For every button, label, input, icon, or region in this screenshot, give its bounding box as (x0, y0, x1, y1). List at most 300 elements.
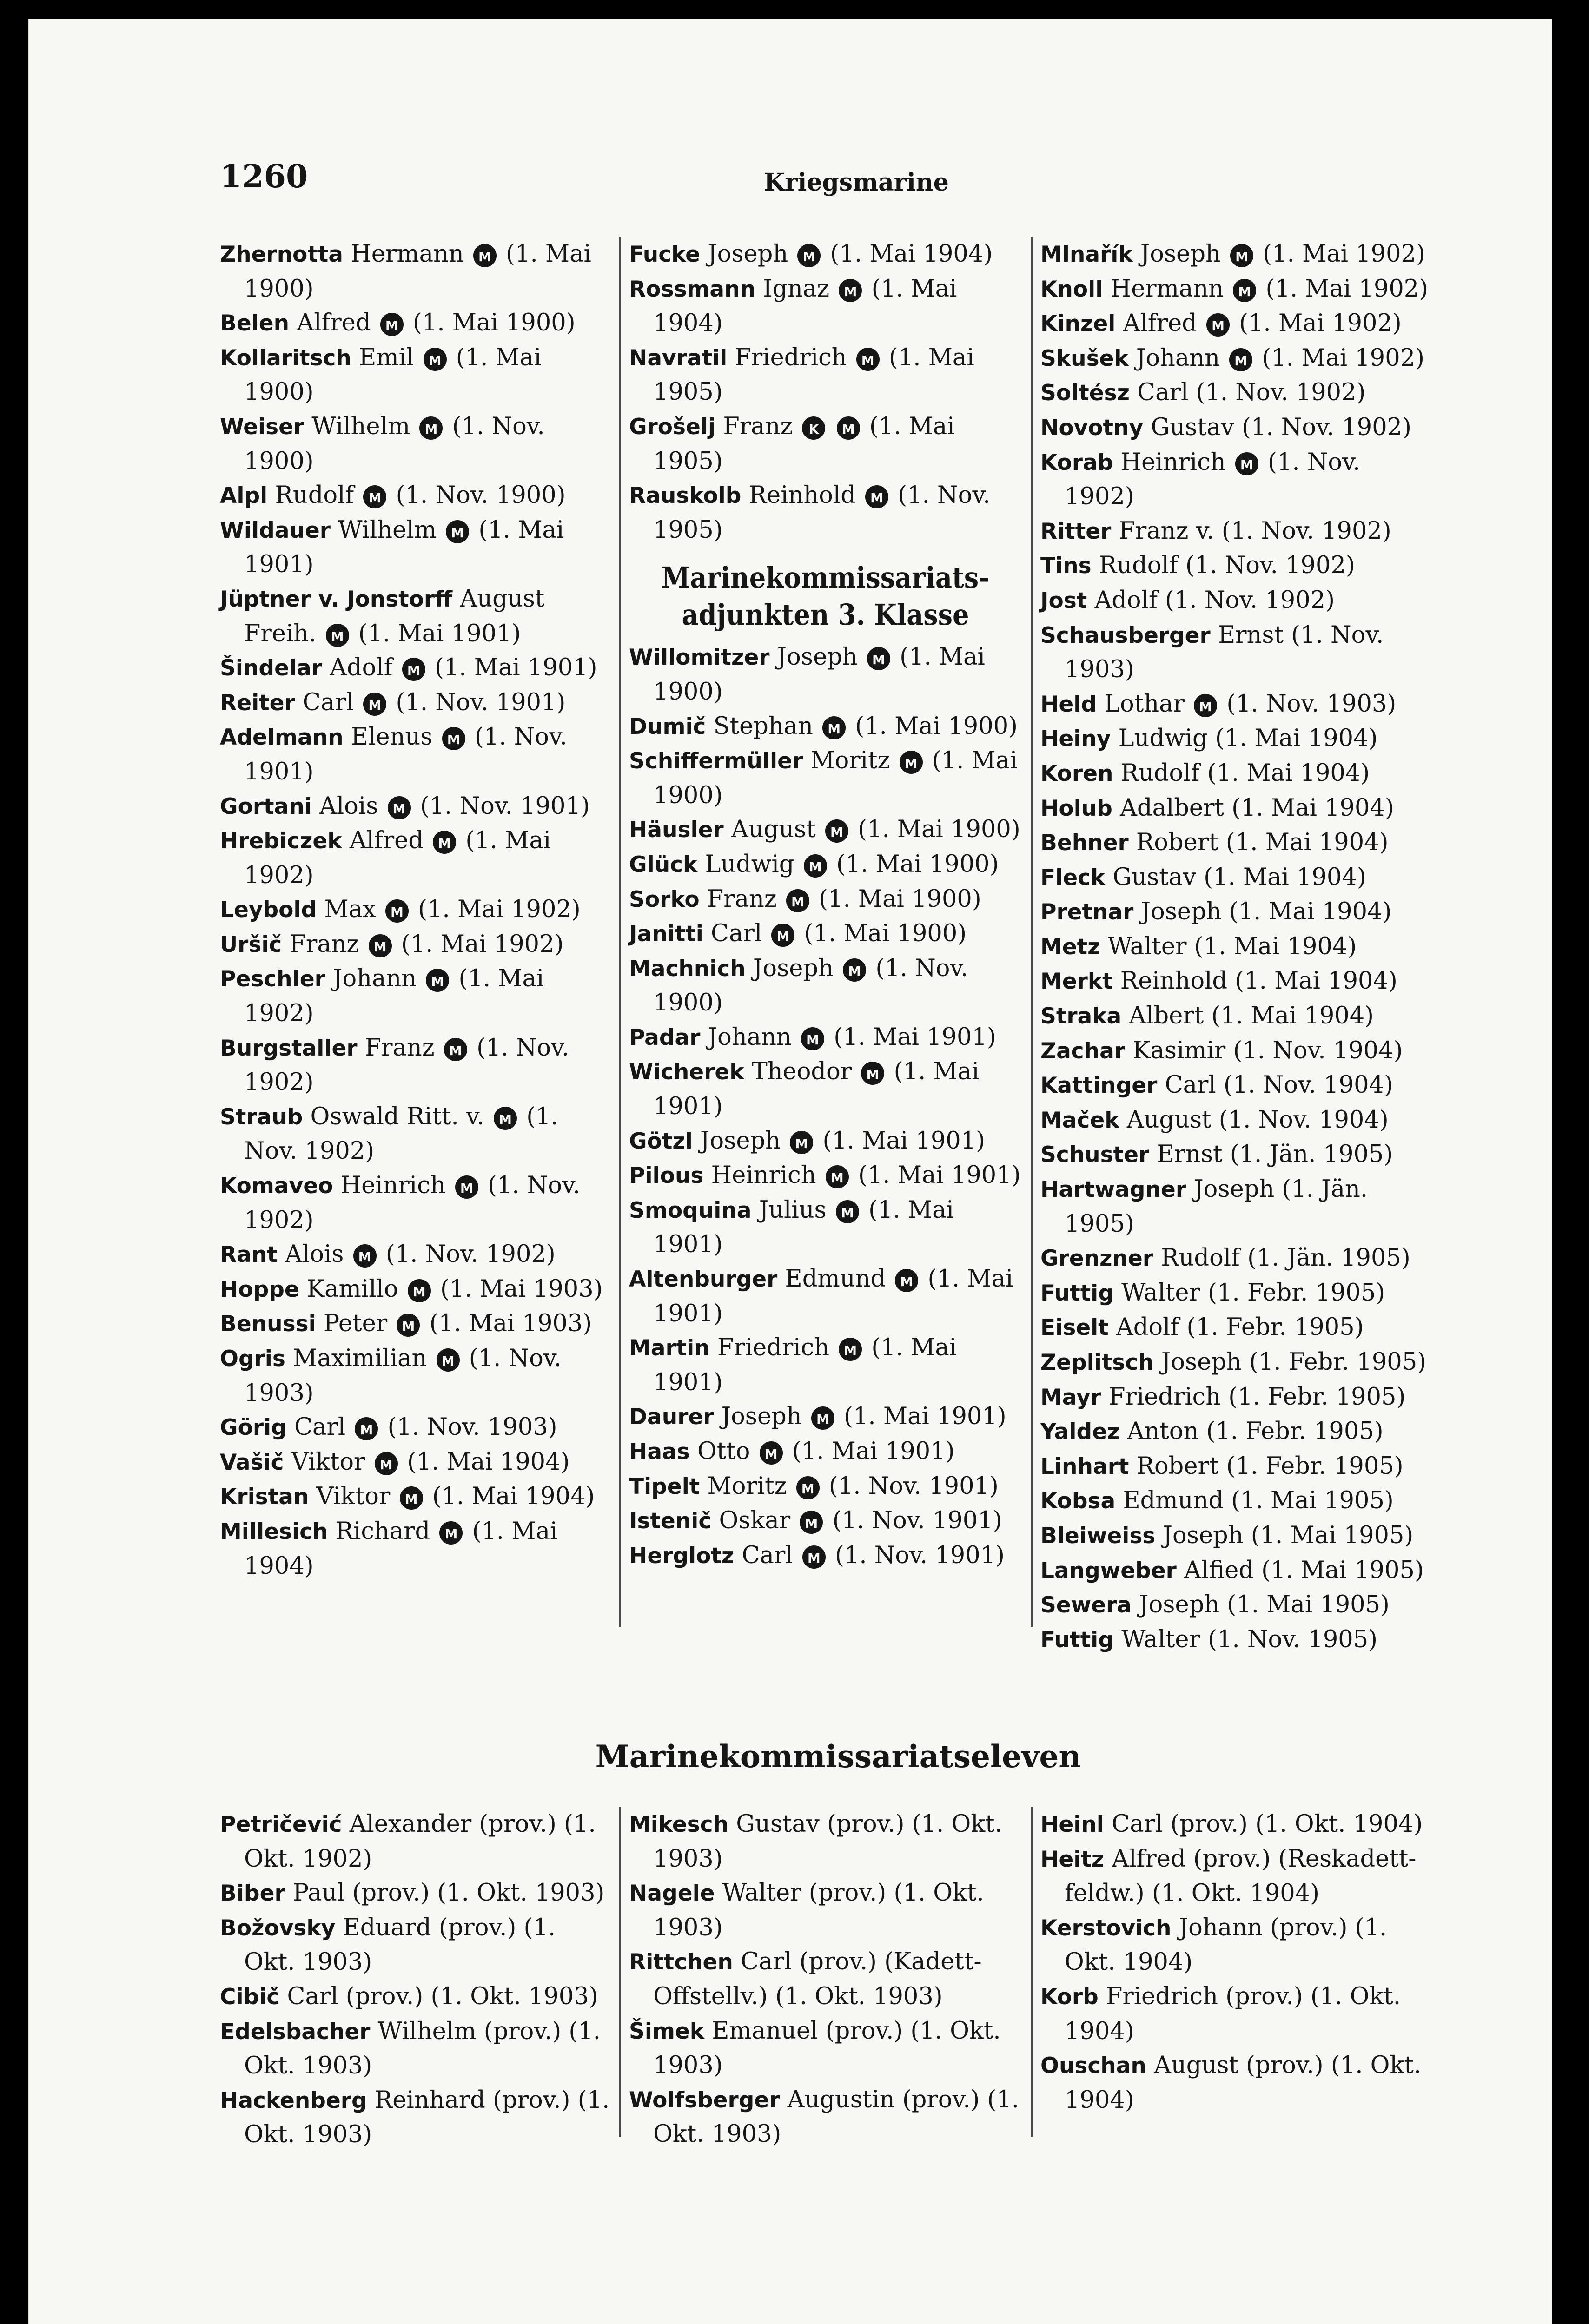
military-merit-icon: M (796, 1476, 820, 1499)
entry-details: August Freih. M (1. Mai 1901) (244, 585, 545, 647)
entry-details: Oswald Ritt. v. M (1. Nov. 1902) (244, 1103, 558, 1165)
entry-details: Carl (prov.) (1. Okt. 1904) (1112, 1810, 1423, 1838)
list-item (1040, 1034, 1433, 1069)
person-surname: Heitz (1040, 1846, 1105, 1872)
person-surname: Peschler (220, 966, 325, 992)
entry-details: Friedrich (prov.) (1. Okt. 1904) (1065, 1982, 1401, 2045)
entry-details: Walter (1. Nov. 1905) (1121, 1625, 1378, 1653)
entry-details: Joseph (1. Mai 1904) (1141, 898, 1392, 926)
list-item (220, 1445, 613, 1480)
person-surname: Fucke (629, 242, 700, 267)
list-item (629, 272, 1022, 341)
person-surname: Machnich (629, 956, 746, 982)
entry-details: Ernst (1. Jän. 1905) (1157, 1141, 1393, 1169)
person-surname: Sewera (1040, 1592, 1132, 1618)
list-item (629, 1124, 1022, 1159)
list-item (1040, 964, 1433, 999)
person-surname: Janitti (629, 921, 703, 947)
list-item (629, 1945, 1022, 2014)
list-item (629, 1469, 1022, 1504)
entry-details: Carl (prov.) (Kadett-Offstellv.) (1. Okt. 1903) (653, 1948, 982, 2010)
person-surname: Sorko (629, 886, 700, 912)
list-item (1040, 583, 1433, 618)
list-item (1040, 930, 1433, 964)
list-item (220, 1307, 613, 1341)
person-surname: Behner (1040, 830, 1129, 856)
list-item (220, 513, 613, 582)
entry-details: Anton (1. Febr. 1905) (1127, 1418, 1384, 1446)
military-merit-icon: M (760, 1441, 783, 1465)
list-item (629, 341, 1022, 409)
list-item (1040, 1484, 1433, 1519)
entry-details: Joseph M (1. Mai 1900) (653, 643, 985, 706)
person-surname: Šindelar (220, 655, 322, 681)
military-merit-icon: M (837, 416, 860, 440)
list-item (1040, 687, 1433, 722)
list-item (220, 892, 613, 927)
person-surname: Rossmann (629, 276, 756, 302)
column-2 (629, 1807, 1022, 2152)
list-item (629, 709, 1022, 744)
person-surname: Burgstaller (220, 1035, 358, 1061)
list-item (1040, 1345, 1433, 1380)
column-1 (220, 1807, 613, 2152)
list-item (220, 409, 613, 478)
entry-details: Friedrich M (1. Mai 1901) (653, 1334, 957, 1396)
person-surname: Božovsky (220, 1915, 336, 1941)
military-merit-icon: M (867, 647, 890, 670)
person-surname: Istenič (629, 1508, 712, 1534)
entry-details: Joseph M (1. Nov. 1900) (653, 954, 968, 1017)
entry-details: Alois M (1. Nov. 1901) (319, 792, 590, 820)
person-surname: Grošelj (629, 414, 716, 440)
list-item (1040, 1380, 1433, 1415)
entry-details: Hermann M (1. Mai 1902) (1110, 275, 1429, 303)
person-surname: Kollaritsch (220, 345, 351, 371)
entry-details: Rudolf M (1. Nov. 1900) (275, 482, 566, 509)
list-item (1040, 376, 1433, 410)
person-surname: Koren (1040, 760, 1113, 786)
list-item (1040, 1623, 1433, 1657)
person-surname: Maček (1040, 1107, 1119, 1133)
person-surname: Götzl (629, 1128, 693, 1154)
list-item (1040, 1807, 1433, 1842)
person-surname: Pilous (629, 1163, 704, 1189)
cross-decoration-icon: K (802, 416, 825, 440)
list-item (220, 582, 613, 651)
column-rule (1031, 237, 1033, 1627)
entry-details: Ignaz M (1. Mai 1904) (653, 275, 957, 337)
top-columns (220, 237, 1457, 1653)
person-surname: Skušek (1040, 345, 1129, 371)
person-surname: Willomitzer (629, 645, 770, 671)
person-surname: Häusler (629, 817, 724, 843)
entry-details: Oskar M (1. Nov. 1901) (719, 1507, 1002, 1535)
list-item (1040, 999, 1433, 1034)
entry-details: Joseph M (1. Mai 1904) (708, 240, 993, 268)
entry-details: Adolf M (1. Mai 1901) (330, 654, 597, 682)
page (28, 19, 1552, 2324)
running-title: Kriegsmarine (764, 168, 949, 197)
military-merit-icon: M (804, 854, 827, 878)
entry-details: Carl M (1. Nov. 1901) (742, 1541, 1005, 1569)
entry-details: Carl M (1. Nov. 1903) (294, 1413, 557, 1441)
list-item (220, 962, 613, 1030)
list-item (629, 1504, 1022, 1538)
list-item (1040, 1241, 1433, 1276)
entry-details: Franz M (1. Mai 1900) (707, 885, 981, 913)
list-item (629, 2014, 1022, 2083)
list-item (220, 1514, 613, 1583)
person-surname: Smoquina (629, 1197, 752, 1223)
entry-details: Gustav (1. Nov. 1902) (1151, 413, 1411, 441)
list-item (629, 812, 1022, 847)
entry-details: Alois M (1. Nov. 1902) (285, 1241, 556, 1268)
person-surname: Edelsbacher (220, 2019, 371, 2045)
military-merit-icon: M (900, 751, 923, 774)
list-item (220, 237, 613, 306)
entry-details: Ludwig M (1. Mai 1900) (705, 850, 999, 878)
list-item (1040, 410, 1433, 445)
person-surname: Herglotz (629, 1543, 735, 1569)
person-surname: Vašič (220, 1449, 284, 1475)
person-surname: Wildauer (220, 517, 331, 543)
military-merit-icon: M (400, 1486, 423, 1510)
military-merit-icon: M (1233, 279, 1256, 302)
entry-details: Joseph (1. Febr. 1905) (1161, 1348, 1427, 1376)
military-merit-icon: M (494, 1107, 517, 1130)
list-item (629, 1262, 1022, 1331)
list-item (1040, 756, 1433, 791)
military-merit-icon: M (375, 1452, 398, 1475)
list-item (629, 237, 1022, 272)
entry-details: Walter (1. Febr. 1905) (1121, 1279, 1385, 1307)
military-merit-icon: M (786, 889, 809, 912)
person-surname: Pretnar (1040, 899, 1134, 925)
person-surname: Martin (629, 1335, 710, 1361)
military-merit-icon: M (439, 1521, 463, 1545)
person-surname: Rauskolb (629, 483, 742, 509)
entry-details: Heinrich M (1. Mai 1901) (711, 1162, 1021, 1189)
military-merit-icon: M (1194, 694, 1217, 717)
entry-details: Carl M (1. Mai 1900) (711, 920, 967, 948)
list-item (629, 1055, 1022, 1123)
military-merit-icon: M (446, 520, 469, 543)
list-item (629, 951, 1022, 1020)
entry-details: Reinhold M (1. Nov. 1905) (653, 482, 991, 544)
person-surname: Padar (629, 1024, 701, 1050)
entry-details: Maximilian M (1. Nov. 1903) (244, 1345, 562, 1407)
entry-details: Carl (1. Nov. 1904) (1165, 1071, 1393, 1099)
entry-details: Gustav (prov.) (1. Okt. 1903) (653, 1810, 1002, 1873)
person-surname: Komaveo (220, 1173, 333, 1199)
column-3 (1040, 1807, 1433, 2117)
person-surname: Grenzner (1040, 1246, 1153, 1272)
person-surname: Schausberger (1040, 622, 1211, 648)
military-merit-icon: M (861, 1062, 884, 1085)
entry-details: Alexander (prov.) (1. Okt. 1902) (244, 1810, 596, 1873)
person-surname: Kristan (220, 1484, 309, 1510)
list-item (220, 1169, 613, 1237)
entry-details: Theodor M (1. Mai 1901) (653, 1058, 980, 1121)
entry-details: Rudolf (1. Nov. 1902) (1099, 552, 1355, 580)
person-surname: Heiny (1040, 726, 1111, 752)
list-item (629, 1331, 1022, 1400)
column-1 (220, 237, 613, 1583)
entry-details: Alfred M (1. Mai 1902) (244, 827, 551, 889)
military-merit-icon: M (895, 1269, 918, 1292)
person-surname: Millesich (220, 1519, 328, 1545)
column-rule (619, 1807, 621, 2137)
entry-details: Walter (1. Mai 1904) (1107, 932, 1357, 960)
person-surname: Hrebiczek (220, 828, 342, 854)
list-item (1040, 1103, 1433, 1138)
list-item (220, 651, 613, 686)
person-surname: Hoppe (220, 1276, 299, 1302)
entry-details: Augustin (prov.) (1. Okt. 1903) (653, 2086, 1020, 2148)
person-surname: Held (1040, 691, 1097, 717)
entry-details: Alfied (1. Mai 1905) (1184, 1556, 1424, 1584)
list-item (1040, 825, 1433, 860)
list-item (629, 1807, 1022, 1876)
list-item (629, 1400, 1022, 1434)
military-merit-icon: M (388, 796, 411, 819)
entry-details: Johann (prov.) (1. Okt. 1904) (1065, 1914, 1387, 1976)
person-surname: Zachar (1040, 1038, 1126, 1064)
list-item (1040, 1137, 1433, 1172)
military-merit-icon: M (353, 1244, 377, 1268)
person-surname: Ritter (1040, 518, 1112, 544)
military-merit-icon: M (839, 1338, 862, 1361)
person-surname: Šimek (629, 2018, 705, 2044)
list-item (1040, 237, 1433, 272)
entry-details: Johann M (1. Mai 1902) (1136, 344, 1425, 372)
military-merit-icon: M (825, 819, 848, 843)
person-surname: Zeplitsch (1040, 1350, 1154, 1375)
person-surname: Straka (1040, 1004, 1122, 1030)
person-surname: Wolfsberger (629, 2087, 780, 2113)
entry-details: Joseph (1. Jän. 1905) (1065, 1175, 1368, 1238)
person-surname: Dumič (629, 713, 706, 739)
entry-details: Gustav (1. Mai 1904) (1112, 863, 1366, 891)
military-merit-icon: M (1206, 313, 1230, 337)
entry-details: Joseph M (1. Mai 1902) (1140, 240, 1425, 268)
list-item (1040, 1172, 1433, 1241)
military-merit-icon: M (385, 899, 409, 923)
list-item (1040, 1553, 1433, 1588)
entry-details: August M (1. Mai 1900) (731, 816, 1020, 844)
column-3 (1040, 237, 1433, 1657)
military-merit-icon: M (843, 958, 866, 982)
military-merit-icon: M (419, 416, 443, 440)
military-merit-icon: M (839, 279, 862, 302)
entry-details: Peter M (1. Mai 1903) (323, 1310, 592, 1338)
person-surname: Belen (220, 310, 290, 337)
list-item (220, 1980, 613, 2014)
entry-details: Franz v. (1. Nov. 1902) (1119, 517, 1391, 545)
list-item (220, 306, 613, 341)
entry-details: Ernst (1. Nov. 1903) (1065, 621, 1384, 684)
person-surname: Kerstovich (1040, 1915, 1172, 1941)
person-surname: Benussi (220, 1311, 316, 1337)
entry-details: Joseph M (1. Mai 1901) (721, 1403, 1006, 1431)
person-surname: Altenburger (629, 1267, 778, 1293)
military-merit-icon: M (433, 831, 456, 854)
person-surname: Tins (1040, 553, 1092, 579)
person-surname: Tipelt (629, 1473, 700, 1499)
person-surname: Cibič (220, 1984, 280, 2010)
person-surname: Futtig (1040, 1627, 1114, 1653)
list-item (220, 720, 613, 789)
list-item (629, 1158, 1022, 1193)
column-section-heading: Marinekommissariats-adjunkten 3. Klasse (661, 561, 990, 632)
person-surname: Holub (1040, 795, 1112, 821)
list-item (629, 409, 1022, 478)
entry-details: Viktor M (1. Mai 1904) (316, 1483, 595, 1511)
entry-details: Ludwig (1. Mai 1904) (1118, 725, 1378, 753)
person-surname: Bleiweiss (1040, 1523, 1156, 1549)
entry-details: Stephan M (1. Mai 1900) (713, 712, 1018, 740)
list-item (220, 1807, 613, 1876)
list-item (1040, 1068, 1433, 1103)
entry-details: Friedrich (1. Febr. 1905) (1109, 1383, 1406, 1411)
entry-details: August (1. Nov. 1904) (1126, 1106, 1389, 1134)
list-item (1040, 1449, 1433, 1484)
entry-details: Reinhard (prov.) (1. Okt. 1903) (244, 2086, 610, 2149)
list-item (629, 744, 1022, 812)
list-item (1040, 1911, 1433, 1980)
entry-details: Alfred M (1. Mai 1902) (1123, 310, 1402, 337)
person-surname: Schuster (1040, 1142, 1150, 1168)
person-surname: Leybold (220, 897, 317, 923)
list-item (220, 1237, 613, 1272)
person-surname: Glück (629, 852, 698, 878)
person-surname: Linhart (1040, 1453, 1129, 1479)
list-item (220, 2083, 613, 2152)
list-item (1040, 791, 1433, 826)
military-merit-icon: M (1229, 348, 1252, 371)
person-surname: Biber (220, 1881, 285, 1907)
person-surname: Straub (220, 1104, 303, 1130)
list-item (220, 2014, 613, 2083)
person-surname: Kobsa (1040, 1488, 1116, 1514)
military-merit-icon: M (355, 1417, 378, 1440)
military-merit-icon: M (426, 969, 449, 992)
entry-details: Alfred (prov.) (Reskadett-feldw.) (1. Okt. 1904) (1065, 1845, 1417, 1908)
person-surname: Hartwagner (1040, 1177, 1186, 1203)
person-surname: Langweber (1040, 1558, 1177, 1584)
person-surname: Gortani (220, 793, 312, 819)
entry-details: Franz M (1. Mai 1902) (289, 930, 564, 958)
list-item (1040, 445, 1433, 514)
list-item (220, 478, 613, 513)
military-merit-icon: M (363, 485, 386, 508)
entry-details: Joseph (1. Mai 1905) (1163, 1521, 1414, 1549)
person-surname: Kinzel (1040, 311, 1116, 337)
list-item (220, 1911, 613, 1980)
person-surname: Navratil (629, 345, 728, 371)
list-item (1040, 721, 1433, 756)
entry-details: Lothar M (1. Nov. 1903) (1104, 690, 1397, 718)
entry-details: Moritz M (1. Mai 1900) (653, 747, 1018, 809)
list-item (1040, 618, 1433, 687)
entry-details: Edmund M (1. Mai 1901) (653, 1265, 1013, 1327)
entry-details: Alfred M (1. Mai 1900) (297, 309, 576, 337)
military-merit-icon: M (402, 658, 425, 681)
person-surname: Uršič (220, 931, 282, 957)
list-item (220, 1031, 613, 1100)
list-item (629, 1020, 1022, 1055)
list-item (220, 1272, 613, 1307)
entry-details: Kasimir (1. Nov. 1904) (1132, 1037, 1403, 1064)
person-surname: Korab (1040, 449, 1113, 475)
military-merit-icon: M (802, 1545, 826, 1569)
military-merit-icon: M (408, 1279, 431, 1302)
list-item (629, 917, 1022, 951)
person-surname: Metz (1040, 934, 1100, 960)
entry-details: Rudolf (1. Mai 1904) (1120, 759, 1370, 787)
person-surname: Novotny (1040, 415, 1144, 441)
person-surname: Ogris (220, 1346, 285, 1372)
military-merit-icon: M (801, 1027, 824, 1050)
list-item (629, 1876, 1022, 1945)
person-surname: Korb (1040, 1984, 1099, 2010)
person-surname: Merkt (1040, 969, 1113, 995)
entry-details: Julius M (1. Mai 1901) (653, 1196, 954, 1259)
list-item (220, 1100, 613, 1169)
military-merit-icon: M (444, 1038, 467, 1061)
person-surname: Daurer (629, 1404, 714, 1430)
list-item (220, 1876, 613, 1911)
person-surname: Alpl (220, 483, 268, 509)
entry-details: Moritz M (1. Nov. 1901) (707, 1472, 999, 1500)
list-item (629, 1434, 1022, 1469)
entry-details: Adalbert (1. Mai 1904) (1120, 794, 1394, 822)
list-item (629, 2083, 1022, 2152)
entry-details: Eduard (prov.) (1. Okt. 1903) (244, 1914, 556, 1976)
person-surname: Heinl (1040, 1812, 1104, 1837)
list-item (1040, 514, 1433, 549)
list-item (220, 789, 613, 824)
military-merit-icon: M (326, 624, 349, 647)
military-merit-icon: M (424, 348, 447, 371)
person-surname: Soltész (1040, 380, 1130, 406)
list-item (1040, 2048, 1433, 2117)
list-item (629, 1538, 1022, 1573)
entry-details: Adolf (1. Nov. 1902) (1094, 586, 1335, 614)
entry-details: Friedrich M (1. Mai 1905) (653, 343, 974, 406)
list-item (1040, 306, 1433, 341)
entry-details: Wilhelm (prov.) (1. Okt. 1903) (244, 2017, 601, 2080)
person-surname: Jost (1040, 588, 1087, 614)
entry-details: Franz M (1. Nov. 1902) (244, 1034, 569, 1096)
entry-details: Richard M (1. Mai 1904) (244, 1517, 558, 1580)
entry-details: Franz K M (1. Mai 1905) (653, 412, 955, 475)
list-item (1040, 548, 1433, 583)
military-merit-icon: M (363, 693, 386, 716)
entry-details: Joseph M (1. Mai 1901) (700, 1127, 986, 1155)
military-merit-icon: M (473, 244, 497, 267)
entry-details: Carl (1. Nov. 1902) (1137, 379, 1366, 407)
person-surname: Knoll (1040, 276, 1103, 302)
list-item (1040, 1588, 1433, 1623)
column-2 (629, 237, 1022, 1573)
person-surname: Mlnařík (1040, 242, 1133, 267)
entry-details: Otto M (1. Mai 1901) (697, 1438, 955, 1465)
military-merit-icon: M (380, 313, 404, 336)
person-surname: Rittchen (629, 1949, 733, 1975)
entry-details: Carl M (1. Nov. 1901) (302, 688, 566, 716)
